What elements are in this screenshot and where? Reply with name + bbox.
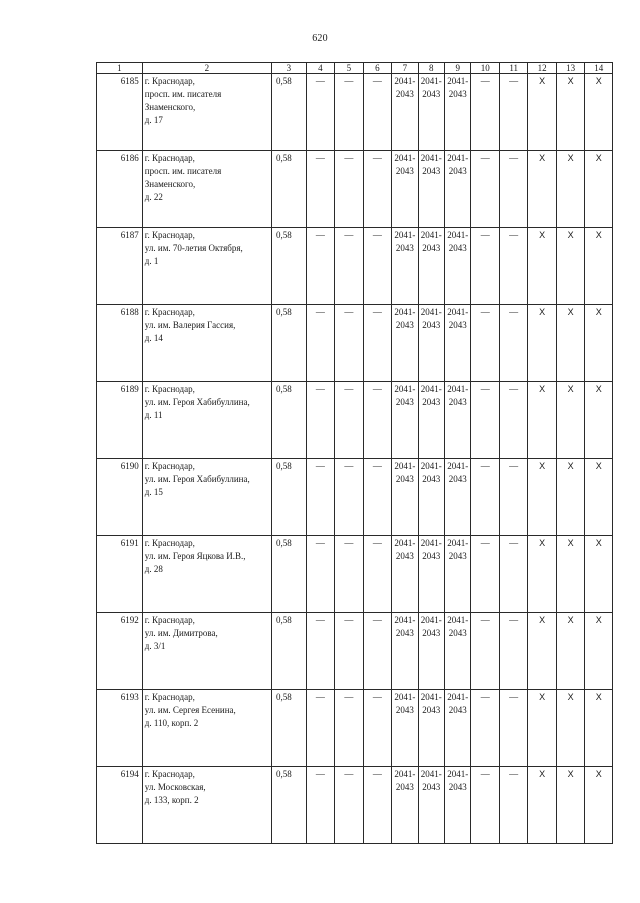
col-8-period bbox=[418, 151, 444, 228]
header-cell: 5 bbox=[335, 63, 363, 74]
col-5-cell: — bbox=[335, 767, 363, 844]
col-5-cell: — bbox=[335, 151, 363, 228]
col-6-cell: — bbox=[363, 536, 391, 613]
col-4-cell: — bbox=[306, 74, 334, 151]
address-line: ул. им. Валерия Гассия, bbox=[144, 320, 236, 330]
col-14-mark: X bbox=[585, 767, 613, 844]
value-cell: 0,58 bbox=[272, 767, 307, 844]
period-end: 2043 bbox=[395, 89, 414, 99]
col-14-mark: X bbox=[585, 151, 613, 228]
col-13-mark: X bbox=[556, 536, 584, 613]
period-end: 2043 bbox=[448, 628, 467, 638]
col-12-mark: X bbox=[528, 151, 556, 228]
col-4-cell: — bbox=[306, 305, 334, 382]
col-11-cell: — bbox=[499, 382, 527, 459]
col-8-period bbox=[418, 382, 444, 459]
address-line: ул. им. Героя Хабибуллина, bbox=[144, 397, 250, 407]
address-line: г. Краснодар, bbox=[144, 692, 195, 702]
col-11-cell: — bbox=[499, 690, 527, 767]
header-cell: 4 bbox=[306, 63, 334, 74]
header-cell: 14 bbox=[585, 63, 613, 74]
col-10-cell: — bbox=[471, 536, 499, 613]
col-11-cell: — bbox=[499, 767, 527, 844]
period-end: 2043 bbox=[395, 474, 414, 484]
address-line: д. 3/1 bbox=[144, 641, 166, 651]
col-7-period bbox=[392, 74, 418, 151]
col-6-cell: — bbox=[363, 613, 391, 690]
value-cell: 0,58 bbox=[272, 151, 307, 228]
col-8-period bbox=[418, 536, 444, 613]
col-12-mark: X bbox=[528, 767, 556, 844]
address-line: г. Краснодар, bbox=[144, 230, 195, 240]
period-start: 2041- bbox=[420, 538, 442, 548]
col-12-mark: X bbox=[528, 536, 556, 613]
table-row bbox=[97, 228, 613, 305]
table-row bbox=[97, 767, 613, 844]
period-end: 2043 bbox=[422, 166, 441, 176]
table-row bbox=[97, 690, 613, 767]
col-9-period bbox=[445, 613, 471, 690]
col-4-cell: — bbox=[306, 613, 334, 690]
period-start: 2041- bbox=[447, 538, 469, 548]
period-end: 2043 bbox=[395, 551, 414, 561]
header-cell: 2 bbox=[142, 63, 271, 74]
col-13-mark: X bbox=[556, 690, 584, 767]
col-10-cell: — bbox=[471, 305, 499, 382]
col-9-period bbox=[445, 74, 471, 151]
address-cell bbox=[142, 613, 271, 690]
col-14-mark: X bbox=[585, 690, 613, 767]
address-cell bbox=[142, 74, 271, 151]
period-end: 2043 bbox=[395, 397, 414, 407]
value-cell: 0,58 bbox=[272, 459, 307, 536]
table-row bbox=[97, 613, 613, 690]
col-14-mark: X bbox=[585, 74, 613, 151]
col-14-mark: X bbox=[585, 382, 613, 459]
period-end: 2043 bbox=[422, 243, 441, 253]
col-7-period bbox=[392, 228, 418, 305]
col-8-period bbox=[418, 767, 444, 844]
record-number: 6185 bbox=[97, 74, 143, 151]
col-9-period bbox=[445, 767, 471, 844]
period-start: 2041- bbox=[394, 461, 416, 471]
table-header bbox=[97, 63, 613, 74]
col-12-mark: X bbox=[528, 690, 556, 767]
record-number: 6188 bbox=[97, 305, 143, 382]
col-5-cell: — bbox=[335, 613, 363, 690]
address-cell bbox=[142, 767, 271, 844]
period-start: 2041- bbox=[447, 230, 469, 240]
period-end: 2043 bbox=[395, 243, 414, 253]
record-number: 6191 bbox=[97, 536, 143, 613]
col-5-cell: — bbox=[335, 305, 363, 382]
period-end: 2043 bbox=[422, 628, 441, 638]
period-end: 2043 bbox=[448, 243, 467, 253]
col-6-cell: — bbox=[363, 74, 391, 151]
value-cell: 0,58 bbox=[272, 382, 307, 459]
col-10-cell: — bbox=[471, 151, 499, 228]
col-4-cell: — bbox=[306, 767, 334, 844]
header-cell: 8 bbox=[418, 63, 444, 74]
period-end: 2043 bbox=[395, 320, 414, 330]
period-start: 2041- bbox=[420, 692, 442, 702]
col-12-mark: X bbox=[528, 228, 556, 305]
period-start: 2041- bbox=[447, 153, 469, 163]
address-line: Знаменского, bbox=[144, 179, 196, 189]
col-9-period bbox=[445, 151, 471, 228]
address-line: просп. им. писателя bbox=[144, 166, 222, 176]
address-cell bbox=[142, 459, 271, 536]
col-4-cell: — bbox=[306, 151, 334, 228]
address-line: Знаменского, bbox=[144, 102, 196, 112]
address-cell bbox=[142, 690, 271, 767]
col-7-period bbox=[392, 767, 418, 844]
address-line: д. 133, корп. 2 bbox=[144, 795, 199, 805]
col-7-period bbox=[392, 690, 418, 767]
col-9-period bbox=[445, 228, 471, 305]
period-start: 2041- bbox=[447, 384, 469, 394]
address-line: ул. им. Героя Хабибуллина, bbox=[144, 474, 250, 484]
period-start: 2041- bbox=[420, 230, 442, 240]
col-9-period bbox=[445, 690, 471, 767]
period-start: 2041- bbox=[447, 692, 469, 702]
period-end: 2043 bbox=[422, 551, 441, 561]
col-9-period bbox=[445, 536, 471, 613]
col-8-period bbox=[418, 690, 444, 767]
col-5-cell: — bbox=[335, 690, 363, 767]
col-8-period bbox=[418, 459, 444, 536]
period-end: 2043 bbox=[448, 782, 467, 792]
period-start: 2041- bbox=[447, 615, 469, 625]
col-8-period bbox=[418, 74, 444, 151]
period-start: 2041- bbox=[394, 769, 416, 779]
col-8-period bbox=[418, 228, 444, 305]
col-13-mark: X bbox=[556, 305, 584, 382]
period-end: 2043 bbox=[448, 166, 467, 176]
header-cell: 6 bbox=[363, 63, 391, 74]
record-number: 6189 bbox=[97, 382, 143, 459]
col-14-mark: X bbox=[585, 613, 613, 690]
col-10-cell: — bbox=[471, 459, 499, 536]
period-start: 2041- bbox=[420, 461, 442, 471]
header-cell: 7 bbox=[392, 63, 418, 74]
table-row bbox=[97, 74, 613, 151]
col-10-cell: — bbox=[471, 613, 499, 690]
register-table bbox=[96, 62, 613, 844]
col-7-period bbox=[392, 613, 418, 690]
col-10-cell: — bbox=[471, 382, 499, 459]
col-4-cell: — bbox=[306, 382, 334, 459]
col-13-mark: X bbox=[556, 74, 584, 151]
col-6-cell: — bbox=[363, 459, 391, 536]
address-cell bbox=[142, 228, 271, 305]
table-row bbox=[97, 305, 613, 382]
period-end: 2043 bbox=[448, 705, 467, 715]
period-end: 2043 bbox=[422, 320, 441, 330]
header-cell: 13 bbox=[556, 63, 584, 74]
col-4-cell: — bbox=[306, 228, 334, 305]
col-12-mark: X bbox=[528, 459, 556, 536]
col-10-cell: — bbox=[471, 690, 499, 767]
table-row bbox=[97, 151, 613, 228]
period-start: 2041- bbox=[447, 461, 469, 471]
col-7-period bbox=[392, 536, 418, 613]
address-line: ул. им. Димитрова, bbox=[144, 628, 218, 638]
period-start: 2041- bbox=[420, 384, 442, 394]
period-start: 2041- bbox=[394, 692, 416, 702]
col-10-cell: — bbox=[471, 228, 499, 305]
period-end: 2043 bbox=[422, 397, 441, 407]
value-cell: 0,58 bbox=[272, 613, 307, 690]
period-end: 2043 bbox=[448, 89, 467, 99]
col-7-period bbox=[392, 459, 418, 536]
address-line: д. 14 bbox=[144, 333, 163, 343]
col-6-cell: — bbox=[363, 690, 391, 767]
header-cell: 11 bbox=[499, 63, 527, 74]
value-cell: 0,58 bbox=[272, 305, 307, 382]
col-8-period bbox=[418, 305, 444, 382]
address-cell bbox=[142, 305, 271, 382]
col-13-mark: X bbox=[556, 767, 584, 844]
col-11-cell: — bbox=[499, 151, 527, 228]
page-number: 620 bbox=[312, 33, 328, 44]
col-6-cell: — bbox=[363, 767, 391, 844]
period-start: 2041- bbox=[447, 76, 469, 86]
col-13-mark: X bbox=[556, 382, 584, 459]
period-end: 2043 bbox=[422, 782, 441, 792]
col-7-period bbox=[392, 151, 418, 228]
col-5-cell: — bbox=[335, 74, 363, 151]
header-cell: 9 bbox=[445, 63, 471, 74]
col-13-mark: X bbox=[556, 151, 584, 228]
address-cell bbox=[142, 151, 271, 228]
table-row bbox=[97, 459, 613, 536]
col-11-cell: — bbox=[499, 305, 527, 382]
col-6-cell: — bbox=[363, 305, 391, 382]
period-start: 2041- bbox=[447, 769, 469, 779]
period-start: 2041- bbox=[420, 769, 442, 779]
col-11-cell: — bbox=[499, 74, 527, 151]
address-line: ул. им. Героя Яцкова И.В., bbox=[144, 551, 246, 561]
col-4-cell: — bbox=[306, 536, 334, 613]
table-body bbox=[97, 74, 613, 844]
col-9-period bbox=[445, 459, 471, 536]
period-end: 2043 bbox=[448, 397, 467, 407]
address-line: д. 1 bbox=[144, 256, 159, 266]
header-cell: 12 bbox=[528, 63, 556, 74]
col-14-mark: X bbox=[585, 536, 613, 613]
period-start: 2041- bbox=[420, 615, 442, 625]
col-10-cell: — bbox=[471, 767, 499, 844]
col-13-mark: X bbox=[556, 613, 584, 690]
period-start: 2041- bbox=[394, 76, 416, 86]
header-cell: 1 bbox=[97, 63, 143, 74]
col-11-cell: — bbox=[499, 536, 527, 613]
period-end: 2043 bbox=[395, 628, 414, 638]
address-line: д. 11 bbox=[144, 410, 163, 420]
col-5-cell: — bbox=[335, 382, 363, 459]
header-row bbox=[97, 63, 613, 74]
col-5-cell: — bbox=[335, 536, 363, 613]
col-8-period bbox=[418, 613, 444, 690]
col-11-cell: — bbox=[499, 459, 527, 536]
address-line: ул. Московская, bbox=[144, 782, 206, 792]
period-end: 2043 bbox=[448, 474, 467, 484]
address-line: д. 22 bbox=[144, 192, 163, 202]
period-start: 2041- bbox=[420, 307, 442, 317]
col-12-mark: X bbox=[528, 382, 556, 459]
address-line: ул. им. Сергея Есенина, bbox=[144, 705, 236, 715]
address-cell bbox=[142, 382, 271, 459]
address-line: г. Краснодар, bbox=[144, 384, 195, 394]
period-start: 2041- bbox=[447, 307, 469, 317]
value-cell: 0,58 bbox=[272, 690, 307, 767]
record-number: 6187 bbox=[97, 228, 143, 305]
address-line: г. Краснодар, bbox=[144, 461, 195, 471]
value-cell: 0,58 bbox=[272, 74, 307, 151]
period-end: 2043 bbox=[448, 320, 467, 330]
col-9-period bbox=[445, 305, 471, 382]
period-start: 2041- bbox=[394, 615, 416, 625]
address-line: просп. им. писателя bbox=[144, 89, 222, 99]
period-end: 2043 bbox=[422, 474, 441, 484]
period-start: 2041- bbox=[420, 76, 442, 86]
col-6-cell: — bbox=[363, 151, 391, 228]
col-12-mark: X bbox=[528, 74, 556, 151]
col-4-cell: — bbox=[306, 459, 334, 536]
period-end: 2043 bbox=[395, 166, 414, 176]
address-line: д. 110, корп. 2 bbox=[144, 718, 199, 728]
col-12-mark: X bbox=[528, 613, 556, 690]
col-6-cell: — bbox=[363, 382, 391, 459]
address-line: г. Краснодар, bbox=[144, 538, 195, 548]
col-12-mark: X bbox=[528, 305, 556, 382]
record-number: 6190 bbox=[97, 459, 143, 536]
col-7-period bbox=[392, 305, 418, 382]
table-row bbox=[97, 382, 613, 459]
address-line: ул. им. 70-летия Октября, bbox=[144, 243, 243, 253]
address-line: д. 17 bbox=[144, 115, 163, 125]
col-6-cell: — bbox=[363, 228, 391, 305]
value-cell: 0,58 bbox=[272, 228, 307, 305]
period-start: 2041- bbox=[394, 153, 416, 163]
address-cell bbox=[142, 536, 271, 613]
period-start: 2041- bbox=[420, 153, 442, 163]
table-row bbox=[97, 536, 613, 613]
period-end: 2043 bbox=[422, 705, 441, 715]
header-cell: 10 bbox=[471, 63, 499, 74]
period-start: 2041- bbox=[394, 307, 416, 317]
address-line: г. Краснодар, bbox=[144, 153, 195, 163]
col-14-mark: X bbox=[585, 305, 613, 382]
period-start: 2041- bbox=[394, 384, 416, 394]
col-14-mark: X bbox=[585, 228, 613, 305]
col-14-mark: X bbox=[585, 459, 613, 536]
address-line: г. Краснодар, bbox=[144, 615, 195, 625]
period-start: 2041- bbox=[394, 230, 416, 240]
period-end: 2043 bbox=[395, 705, 414, 715]
col-13-mark: X bbox=[556, 228, 584, 305]
col-10-cell: — bbox=[471, 74, 499, 151]
col-11-cell: — bbox=[499, 613, 527, 690]
col-9-period bbox=[445, 382, 471, 459]
header-cell: 3 bbox=[272, 63, 307, 74]
col-5-cell: — bbox=[335, 459, 363, 536]
period-start: 2041- bbox=[394, 538, 416, 548]
record-number: 6192 bbox=[97, 613, 143, 690]
col-4-cell: — bbox=[306, 690, 334, 767]
record-number: 6194 bbox=[97, 767, 143, 844]
col-7-period bbox=[392, 382, 418, 459]
address-line: г. Краснодар, bbox=[144, 76, 195, 86]
address-line: д. 28 bbox=[144, 564, 163, 574]
record-number: 6186 bbox=[97, 151, 143, 228]
address-line: д. 15 bbox=[144, 487, 163, 497]
col-5-cell: — bbox=[335, 228, 363, 305]
record-number: 6193 bbox=[97, 690, 143, 767]
col-13-mark: X bbox=[556, 459, 584, 536]
address-line: г. Краснодар, bbox=[144, 307, 195, 317]
period-end: 2043 bbox=[395, 782, 414, 792]
col-11-cell: — bbox=[499, 228, 527, 305]
address-line: г. Краснодар, bbox=[144, 769, 195, 779]
value-cell: 0,58 bbox=[272, 536, 307, 613]
period-end: 2043 bbox=[448, 551, 467, 561]
period-end: 2043 bbox=[422, 89, 441, 99]
